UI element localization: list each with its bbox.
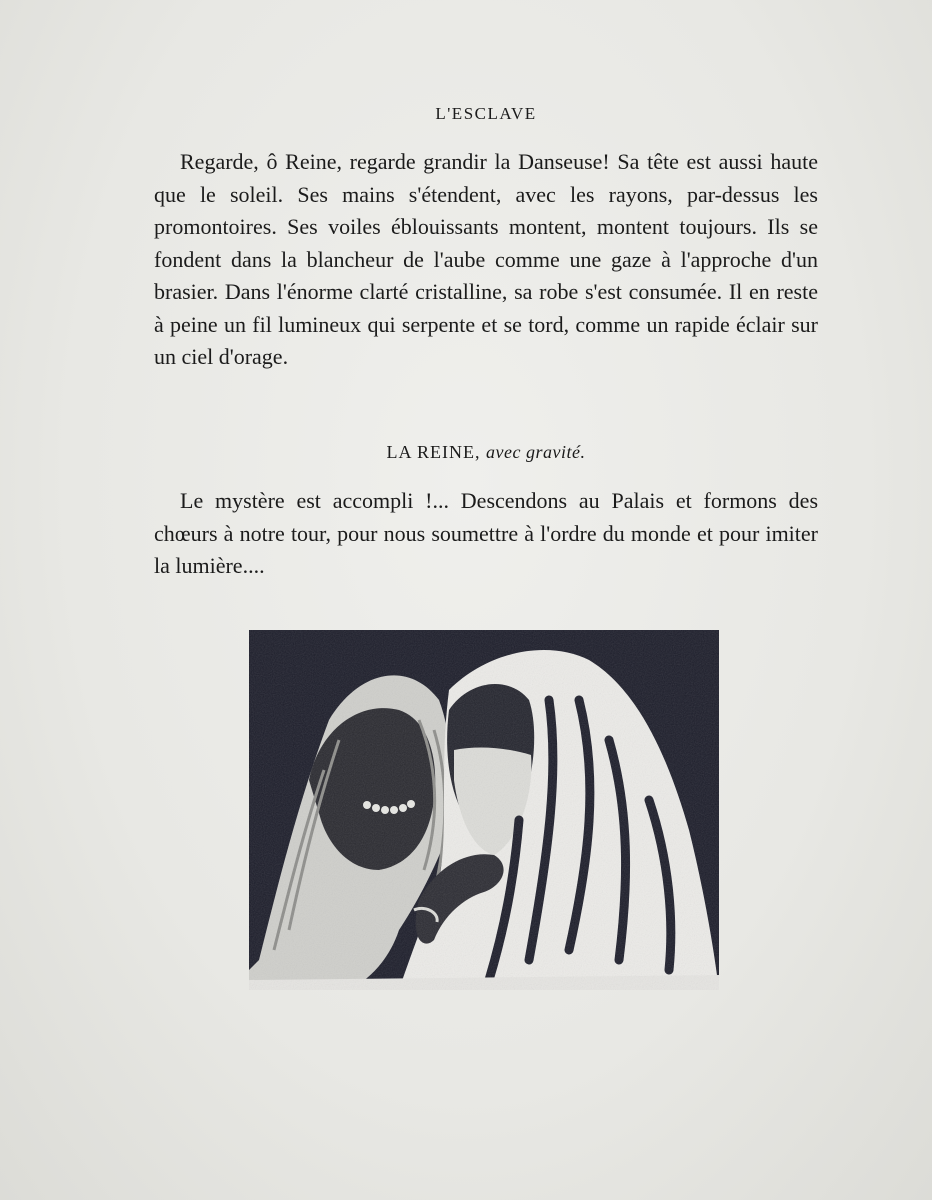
print-grain — [249, 630, 719, 990]
lithograph-illustration — [249, 630, 719, 990]
speaker-name-esclave: L'ESCLAVE — [435, 104, 537, 123]
speaker-line-reine — [20, 442, 932, 463]
paragraph-esclave: Regarde, ô Reine, regarde grandir la Danseuse! Sa tête est aussi haute que le soleil. Ses mains s'étendent, avec les rayons, par-dessus les promontoires. Ses voiles éblouissants montent, montent toujours. Ils se fondent dans la blancheur de l'aube comme une gaze à l'approche d'un brasier. Dans l'énorme clarté cristalline, sa robe s'est consumée. Il en reste à peine un fil lumineux qui serpente et se tord, comme un rapide éclair sur un ciel d'orage. — [154, 149, 818, 369]
paragraph-reine: Le mystère est accompli !... Descendons au Palais et formons des chœurs à notre tour, pour nous soumettre à l'ordre du monde et pour imiter la lumière.... — [154, 488, 818, 578]
stage-direction: avec gravité. — [486, 442, 586, 462]
speaker-name-reine: LA REINE, — [386, 442, 481, 462]
two-veiled-women-illustration — [249, 630, 719, 990]
